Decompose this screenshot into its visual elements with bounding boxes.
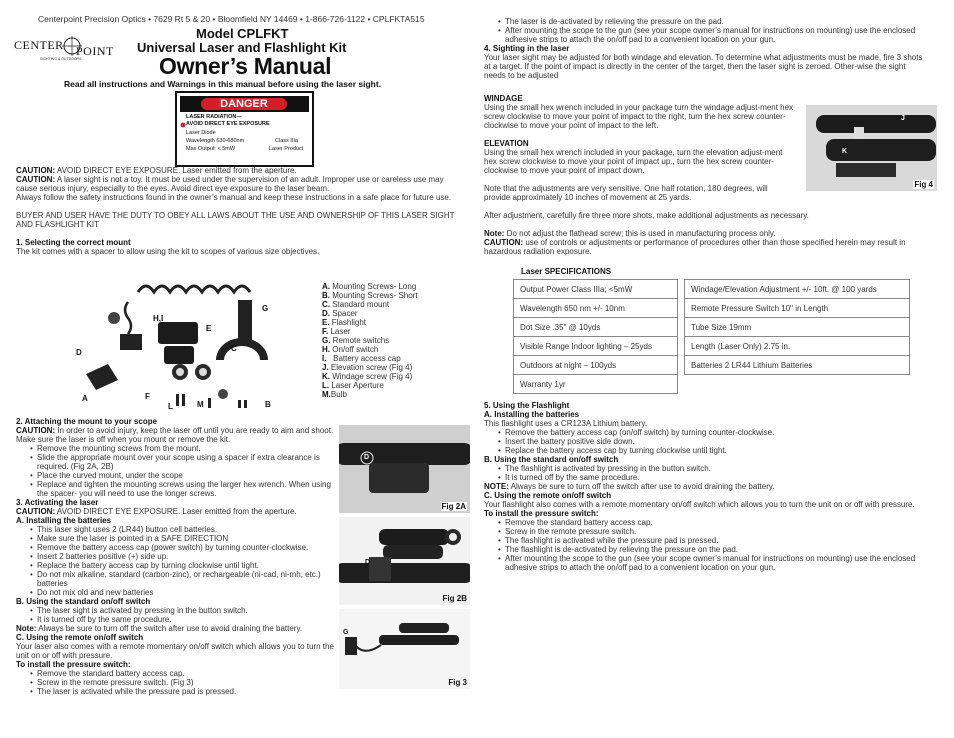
photo-label-g: G — [262, 304, 269, 313]
parts-legend-item — [322, 318, 442, 327]
section5a-text: This flashlight uses a CR123A Lithium battery. — [484, 419, 648, 428]
parts-legend-item — [322, 327, 442, 336]
section5b-title: B. Using the standard on/off switch — [484, 455, 619, 464]
spec-title: Laser SPECIFICATIONS — [521, 267, 612, 276]
parts-legend-key: H. — [322, 345, 330, 354]
list-item: • Remove the battery access cap (power switch) by turning counter-clockwise. — [32, 543, 336, 552]
fig3-label-g: G — [343, 629, 349, 636]
parts-legend-item — [322, 345, 442, 354]
figure-3 — [339, 609, 470, 689]
list-item: • Remove the standard battery access cap. — [500, 518, 934, 527]
danger-line4b: Class IIIa — [275, 138, 298, 144]
section3-caution-label: CAUTION: — [16, 507, 56, 516]
photo-label-f: F — [145, 392, 150, 401]
fig2a-caption: Fig 2A — [441, 502, 466, 511]
parts-legend-value: Windage screw (Fig 4) — [330, 372, 413, 381]
parts-legend-value: Bulb — [330, 390, 347, 399]
list-item: • It is turned off by the same procedure. — [32, 615, 336, 624]
spec-cell-right: Batteries 2 LR44 Lithium Batteries — [684, 355, 910, 375]
parts-legend-value: Mounting Screws- Long — [330, 282, 417, 291]
caution1-label: CAUTION: — [16, 166, 56, 175]
spec-cell-left: Wavelength 650 nm +/- 10nm — [513, 298, 678, 318]
fig4-label-j: J — [901, 115, 905, 122]
figure-4 — [806, 105, 937, 191]
section3a-bullets — [16, 525, 336, 597]
adjustment-screws-image — [806, 105, 937, 191]
section2-caution-text: In order to avoid injury, keep the laser off until you are ready to aim and shoot. Make sure the laser is off when you mount or remove the kit. — [16, 426, 334, 444]
list-item: • Insert 2 batteries positive (+) side up. — [32, 552, 336, 561]
list-item: • Remove the battery access cap (on/off switch) by turning counter-clockwise. — [500, 428, 934, 437]
parts-legend-key: G. — [322, 336, 331, 345]
section5a-title: A. Installing the batteries — [484, 410, 580, 419]
section5-title: 5. Using the Flashlight — [484, 401, 570, 410]
parts-legend-value: Laser Aperture — [329, 381, 384, 390]
list-item: • The flashlight is de-activated by relieving the pressure on the pad. — [500, 545, 934, 554]
photo-label-l: L — [168, 402, 173, 411]
list-item: • Replace the battery access cap by turning clockwise until tight. — [32, 561, 336, 570]
logo-text-left: CENTER — [14, 38, 64, 52]
parts-legend-item — [322, 381, 442, 390]
spec-cell-right: Remote Pressure Switch 10" in Length — [684, 298, 910, 318]
model-title: Model CPLFKT — [196, 26, 289, 41]
danger-line1: LASER RADIATION— — [186, 114, 242, 120]
after-adjustment: After adjustment, carefully fire three more shots, make additional adjustments as necessary. — [484, 211, 809, 220]
parts-legend-key: F. — [322, 327, 329, 336]
danger-line5b: Laser Product — [269, 146, 304, 152]
list-item: • Remove the standard battery access cap. — [32, 669, 336, 678]
fig3-caption: Fig 3 — [448, 678, 467, 687]
fig2a-label-d: D — [364, 454, 370, 461]
spec-cell-left: Visible Range Indoor lighting – 25yds — [513, 336, 678, 356]
list-item: • Do not mix alkaline, standard (carbon-zinc), or rechargeable (ni-cad, ni-mh, etc.) batteries — [32, 570, 336, 588]
section4-text: Your laser sight may be adjusted for both windage and elevation. To determine what adjustments must be made, fire 3 shots at a target. If the point of impact is directly in the center of the target, then the laser sight is zeroed. Other-wise the sight needs to be adjusted — [484, 53, 923, 80]
photo-label-hi: H,I — [153, 314, 164, 323]
section5a-bullets — [484, 428, 934, 455]
sensitivity-text: Note that the adjustments are very sensitive. One half rotation, 180 degrees, will provide approximately 10 inches of movement at 25 yards. — [484, 184, 768, 202]
list-item: • It is turned off by the same procedure. — [500, 473, 934, 482]
section2-title: 2. Attaching the mount to your scope — [16, 417, 158, 426]
list-item: • The laser sight is activated by pressing in the button switch. — [32, 606, 336, 615]
page-title: Owner’s Manual — [159, 53, 332, 79]
parts-legend-key: L. — [322, 381, 330, 390]
list-item: • Make sure the laser is pointed in a SAFE DIRECTION — [32, 534, 336, 543]
list-item: • Place the curved mount, under the scope — [32, 471, 336, 480]
logo-text-right: POINT — [76, 44, 114, 58]
section3c-title: C. Using the remote on/off switch — [16, 633, 144, 642]
right-caution-text: use of controls or adjustments or performance of procedures other than those specified herein may result in hazardous radiation exposure. — [484, 238, 906, 256]
list-item: • Screw in the remote pressure switch. — [500, 527, 934, 536]
danger-line2: AVOID DIRECT EYE EXPOSURE — [186, 121, 270, 127]
section4-title: 4. Sighting in the laser — [484, 44, 570, 53]
parts-legend-item — [322, 291, 442, 300]
parts-legend-item — [322, 354, 442, 363]
caution2-label: CAUTION: — [16, 175, 56, 184]
product-title: Universal Laser and Flashlight Kit — [137, 40, 347, 55]
caution2-text: A laser sight is not a toy. It must be used under the supervision of an adult. Improper use or careless use may cause serious injury, especially to the eyes. Avoid direct eye exposure to the laser beam. — [16, 175, 444, 193]
photo-label-d: D — [76, 348, 82, 357]
list-item: • Remove the mounting screws from the mount. — [32, 444, 336, 453]
section3a-title: A. Installing the batteries — [16, 516, 112, 525]
danger-header — [180, 96, 309, 112]
parts-legend-key: M. — [322, 390, 331, 399]
spec-cell-right: Length (Laser Only) 2.75 in. — [684, 336, 910, 356]
section5b-bullets — [484, 464, 934, 482]
section2-caution-label: CAUTION: — [16, 426, 56, 435]
parts-legend-key: A. — [322, 282, 330, 291]
spec-cell-right: Tube Size 19mm — [684, 317, 910, 337]
scope-mount-image — [339, 425, 470, 513]
elevation-text: Using the small hex wrench included in your package, turn the elevation adjust-ment hex screw clockwise to move your point of impact up., turn the hex screw counter-clockwise to move your point of impact down. — [484, 148, 783, 175]
right-note-label: Note: — [484, 229, 505, 238]
laser-flashlight-mounted-image — [339, 517, 470, 605]
list-item: • After mounting the scope to the gun (see your scope owner’s manual for instructions on mounting) use the enclosed adhesive strips to attach the on/off pad to a convenient location on your gun. — [500, 554, 934, 572]
section5-note-label: NOTE: — [484, 482, 509, 491]
photo-label-c: C — [231, 344, 237, 353]
parts-legend-item — [322, 336, 442, 345]
parts-legend-value: Spacer — [330, 309, 358, 318]
left-intro — [16, 166, 461, 256]
danger-line4: Wavelength 630-680nm — [186, 138, 245, 144]
list-item: • The flashlight is activated by pressing in the button switch. — [500, 464, 934, 473]
remote-switch-image — [339, 609, 470, 689]
list-item: • Slide the appropriate mount over your scope using a spacer if extra clearance is required. (Fig 2A, 2B) — [32, 453, 336, 471]
adjustments — [484, 94, 794, 202]
spec-cell-left: Warranty 1yr — [513, 374, 678, 394]
section5c-title: C. Using the remote on/off switch — [484, 491, 612, 500]
fig4-label-k: K — [842, 148, 848, 155]
elevation-title: ELEVATION — [484, 139, 529, 148]
company-line: Centerpoint Precision Optics • 7629 Rt 5 & 20 • Bloomfield NY 14469 • 1-866-726-1122 • CPLFKTA515 — [38, 14, 425, 24]
left-sections — [16, 417, 336, 696]
parts-legend-key: C. — [322, 300, 330, 309]
note-text: Always be sure to turn off the switch after use to avoid draining the battery. — [36, 624, 303, 633]
parts-photo — [68, 262, 316, 414]
list-item: • Replace and tighten the mounting screws using the larger hex wrench. When using the spacer- you will need to use the longer screws. — [32, 480, 336, 498]
section2-bullets — [16, 444, 336, 498]
right-caution-label: CAUTION: — [484, 238, 524, 247]
section1-title: 1. Selecting the correct mount — [16, 238, 131, 247]
parts-legend-key: I. — [322, 354, 327, 363]
list-item: • Do not mix old and new batteries — [32, 588, 336, 597]
list-item: • Insert the battery positive side down. — [500, 437, 934, 446]
section3b-bullets — [16, 606, 336, 624]
danger-word: DANGER — [201, 98, 287, 110]
right-notes — [484, 211, 934, 256]
section5-note-text: Always be sure to turn off the switch after use to avoid draining the battery. — [508, 482, 775, 491]
windage-text: Using the small hex wrench included in your package turn the windage adjust-ment hex screw clockwise to move your point of impact to the right, turn the hex screw counter-clockwise to move your point of impact to the left. — [484, 103, 794, 130]
fig2b-label-d: D — [365, 559, 371, 566]
right-top — [484, 17, 926, 80]
parts-legend-item — [322, 300, 442, 309]
list-item: • The laser is de-activated by relieving the pressure on the pad. — [500, 17, 926, 26]
laser-warning-icon — [180, 115, 185, 120]
spec-cell-left: Output Power Class IIIa; <5mW — [513, 279, 678, 299]
figure-2a — [339, 425, 470, 513]
photo-label-a: A — [82, 394, 88, 403]
parts-legend-key: E. — [322, 318, 330, 327]
parts-legend-item — [322, 363, 442, 372]
section3-title: 3. Activating the laser — [16, 498, 99, 507]
section5c-text: Your flashlight also comes with a remote momentary on/off switch which allows you to turn the unit on or off with pressure. — [484, 500, 915, 509]
logo-subtitle: SIGHTING & OUTDOORS — [40, 57, 82, 61]
list-item: • The laser is activated while the pressure pad is pressed. — [32, 687, 336, 696]
photo-label-e: E — [206, 324, 212, 333]
photo-label-m: M — [197, 400, 204, 409]
section1-text: The kit comes with a spacer to allow using the kit to scopes of various size objectives. — [16, 247, 320, 256]
list-item: • Screw in the remote pressure switch. (Fig 3) — [32, 678, 336, 687]
parts-legend-key: D. — [322, 309, 330, 318]
parts-legend-value: Battery access cap — [326, 354, 401, 363]
always-follow: Always follow the safety instructions found in the owner’s manual and keep these instructions in a safe place for future use. — [16, 193, 452, 202]
parts-legend-key: K. — [322, 372, 330, 381]
spec-cell-left: Outdoors at night – 100yds — [513, 355, 678, 375]
spec-cell-right: Windage/Elevation Adjustment +/- 10ft. @ 100 yards — [684, 279, 910, 299]
list-item: • This laser sight uses 2 (LR44) button cell batteries. — [32, 525, 336, 534]
parts-legend-value: Laser — [328, 327, 351, 336]
list-item: • The flashlight is activated while the pressure pad is pressed. — [500, 536, 934, 545]
section3-caution-text: AVOID DIRECT EYE EXPOSURE. Laser emitted from the aperture. — [55, 507, 297, 516]
flashlight-section — [484, 401, 934, 572]
parts-legend-item — [322, 372, 442, 381]
parts-legend-value: Standard mount — [330, 300, 390, 309]
fig2b-caption: Fig 2B — [442, 594, 467, 603]
list-item: • Replace the battery access cap by turning clockwise until tight. — [500, 446, 934, 455]
danger-line5: Max Output: < 5mW — [186, 146, 236, 152]
parts-legend-item — [322, 390, 442, 399]
install-switch-title-right: To install the pressure switch: — [484, 509, 599, 518]
parts-legend-value: Remote switchs — [330, 336, 390, 345]
right-top-bullets — [484, 17, 926, 44]
parts-legend-value: Elevation screw (Fig 4) — [328, 363, 413, 372]
parts-legend-item — [322, 309, 442, 318]
list-item: • After mounting the scope to the gun (see your scope owner’s manual for instructions on mounting) use the enclosed adhesive strips to attach the on/off pad to a convenient location on your gun. — [500, 26, 926, 44]
right-note-text: Do not adjust the flathead screw; this is used in manufacturing process only. — [504, 229, 776, 238]
photo-label-b: B — [265, 400, 271, 409]
parts-legend-key: B. — [322, 291, 330, 300]
section3c-text: Your laser also comes with a remote momentary on/off switch which allows you to turn the unit on or off with pressure. — [16, 642, 334, 660]
parts-legend-item — [322, 282, 442, 291]
parts-legend-value: On/off switch — [330, 345, 379, 354]
parts-legend — [322, 282, 442, 399]
centerpoint-logo — [14, 36, 118, 64]
danger-label — [175, 91, 314, 167]
fig4-caption: Fig 4 — [914, 180, 933, 189]
install-switch-title: To install the pressure switch: — [16, 660, 131, 669]
section3b-title: B. Using the standard on/off switch — [16, 597, 151, 606]
buyer-notice: BUYER AND USER HAVE THE DUTY TO OBEY ALL LAWS ABOUT THE USE AND OWNERSHIP OF THIS LASER SIGHT AND FLASHLIGHT KIT — [16, 211, 455, 229]
spec-cell-left: Dot Size .35" @ 10yds — [513, 317, 678, 337]
note-label: Note: — [16, 624, 37, 633]
parts-legend-key: J. — [322, 363, 329, 372]
figure-2b — [339, 517, 470, 605]
windage-title: WINDAGE — [484, 94, 523, 103]
install-switch-bullets-right — [484, 518, 934, 572]
danger-line3: Laser Diode — [186, 130, 216, 136]
install-switch-bullets — [16, 669, 336, 696]
read-instructions: Read all instructions and Warnings in this manual before using the laser sight. — [64, 79, 382, 89]
parts-legend-value: Flashlight — [329, 318, 367, 327]
parts-legend-value: Mounting Screws- Short — [330, 291, 418, 300]
kit-parts-image — [68, 262, 316, 414]
caution1-text: AVOID DIRECT EYE EXPOSURE. Laser emitted from the aperture. — [55, 166, 297, 175]
